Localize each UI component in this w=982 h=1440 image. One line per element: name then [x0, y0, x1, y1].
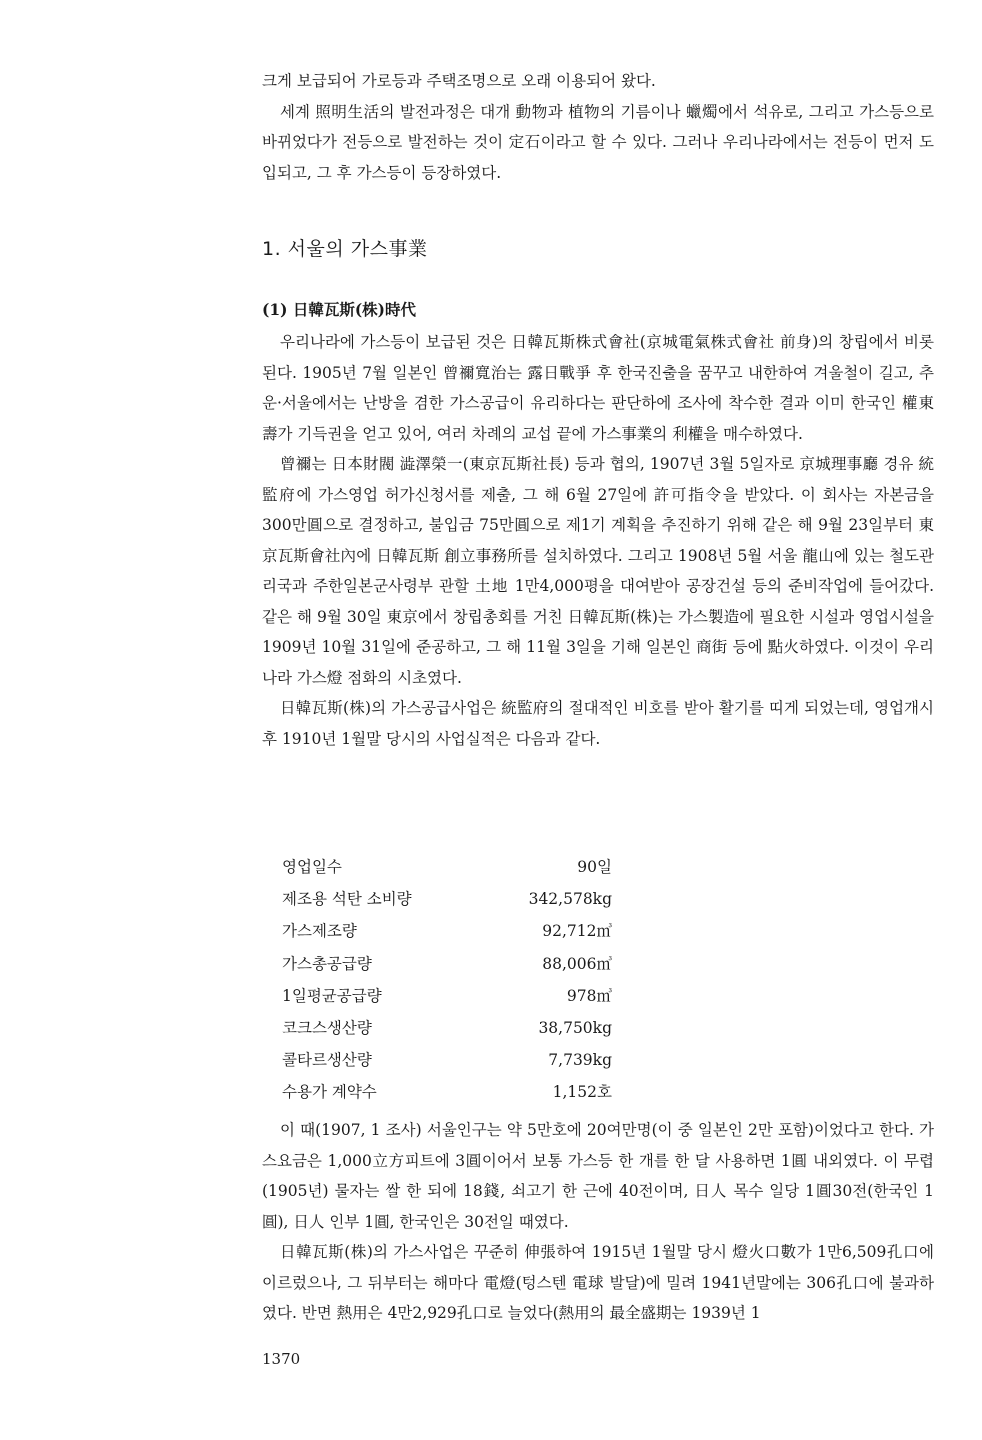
stat-label: 가스총공급량 [282, 954, 372, 973]
stat-value: 92,712㎥ [542, 922, 612, 941]
body-paragraph-founding: 曾禰는 日本財閥 澁澤榮一(東京瓦斯社長) 등과 협의, 1907년 3월 5일자로 京城理事廳 경유 統監府에 가스영업 허가신청서를 제출, 그 해 6월 27일에 許可指令을 받았다. 이 회사는 자본금을 300만圓으로 결정하고, 불입금 75만圓으로 제1기 계획을 추진하기 위해 같은 해 9월 23일부터 東京瓦斯會社內에 日韓瓦斯 創立事務所를 설치하였다. 그리고 1908년 5월 서울 龍山에 있는 철도관리국과 주한일본군사령부 관할 土地 1만4,000평을 대여받아 공장건설 등의 준비작업에 들어갔다. 같은 해 9월 30일 東京에서 창립총회를 거친 日韓瓦斯(株)는 가스製造에 필요한 시설과 영업시설을 1909년 10월 31일에 준공하고, 그 해 11월 3일을 기해 일본인 商街 등에 點火하였다. 이것이 우리나라 가스燈 점화의 시초였다. [262, 455, 934, 687]
page-number: 1370 [262, 1350, 301, 1368]
stat-label: 영업일수 [282, 858, 342, 876]
stat-label: 가스제조량 [282, 922, 357, 941]
stat-value: 1,152호 [552, 1083, 612, 1102]
stat-label: 콜타르생산량 [282, 1051, 372, 1070]
performance-stats-list [282, 851, 612, 1109]
stat-row [282, 948, 612, 980]
stat-row [282, 1044, 612, 1076]
stat-row [282, 980, 612, 1012]
stat-value: 342,578kg [528, 890, 612, 909]
body-block-lower [262, 1115, 934, 1329]
stat-label: 코크스생산량 [282, 1018, 372, 1037]
stat-row [282, 1076, 612, 1108]
section-heading: 1. 서울의 가스事業 [262, 238, 428, 260]
intro-paragraph-continued: 크게 보급되어 가로등과 주택조명으로 오래 이용되어 왔다. [262, 72, 656, 90]
stat-label: 수용가 계약수 [282, 1083, 377, 1102]
stat-row [282, 1012, 612, 1044]
stat-row [282, 883, 612, 915]
stat-value: 7,739kg [548, 1051, 612, 1070]
intro-paragraph-lighting-history: 세계 照明生活의 발전과정은 대개 動物과 植物의 기름이나 蠟燭에서 석유로, 그리고 가스등으로 바뀌었다가 전등으로 발전하는 것이 定石이라고 할 수 있다. 그러나 우리나라에서는 전등이 먼저 도입되고, 그 후 가스등이 등장하였다. [262, 102, 934, 182]
stat-label: 1일평균공급량 [282, 986, 382, 1005]
body-paragraph-population-prices: 이 때(1907, 1 조사) 서울인구는 약 5만호에 20여만명(이 중 일본인 2만 포함)이었다고 한다. 가스요금은 1,000立方피트에 3圓이어서 보통 가스등 한 개를 한 달 사용하면 1圓 내외였다. 이 무렵(1905년) 물자는 쌀 한 되에 18錢, 쇠고기 한 근에 40전이며, 日人 목수 일당 1圓30전(한국인 1圓), 日人 인부 1圓, 한국인은 30전일 때였다. [262, 1121, 934, 1231]
stat-row [282, 915, 612, 947]
stat-label: 제조용 석탄 소비량 [282, 890, 412, 909]
stat-value: 978㎥ [566, 986, 612, 1005]
body-block-upper [262, 327, 934, 754]
stat-value: 38,750kg [538, 1018, 612, 1037]
stat-value: 88,006㎥ [542, 954, 612, 973]
intro-block [262, 66, 934, 188]
stat-row [282, 851, 612, 883]
body-paragraph-growth: 日韓瓦斯(株)의 가스사업은 꾸준히 伸張하여 1915년 1월말 당시 燈火口數가 1만6,509孔口에 이르렀으나, 그 뒤부터는 해마다 電燈(텅스텐 電球 발달)에 밀려 1941년말에는 306孔口에 불과하였다. 반면 熱用은 4만2,929孔口로 늘었다(熱用의 最全盛期는 1939년 1 [262, 1243, 934, 1322]
subsection-heading: (1) 日韓瓦斯(株)時代 [262, 300, 417, 319]
stat-value: 90일 [577, 858, 612, 876]
body-paragraph-performance: 日韓瓦斯(株)의 가스공급사업은 統監府의 절대적인 비호를 받아 활기를 띠게 되었는데, 영업개시 후 1910년 1월말 당시의 사업실적은 다음과 같다. [262, 699, 934, 748]
body-paragraph-origin: 우리나라에 가스등이 보급된 것은 日韓瓦斯株式會社(京城電氣株式會社 前身)의 창립에서 비롯된다. 1905년 7월 일본인 曾禰寬治는 露日戰爭 후 한국진출을 꿈꾸고 내한하여 겨울철이 길고, 추운·서울에서는 난방을 겸한 가스공급이 유리하다는 판단하에 조사에 착수한 결과 이미 한국인 權東壽가 기득권을 얻고 있어, 여러 차례의 교섭 끝에 가스事業의 利權을 매수하였다. [262, 333, 934, 443]
